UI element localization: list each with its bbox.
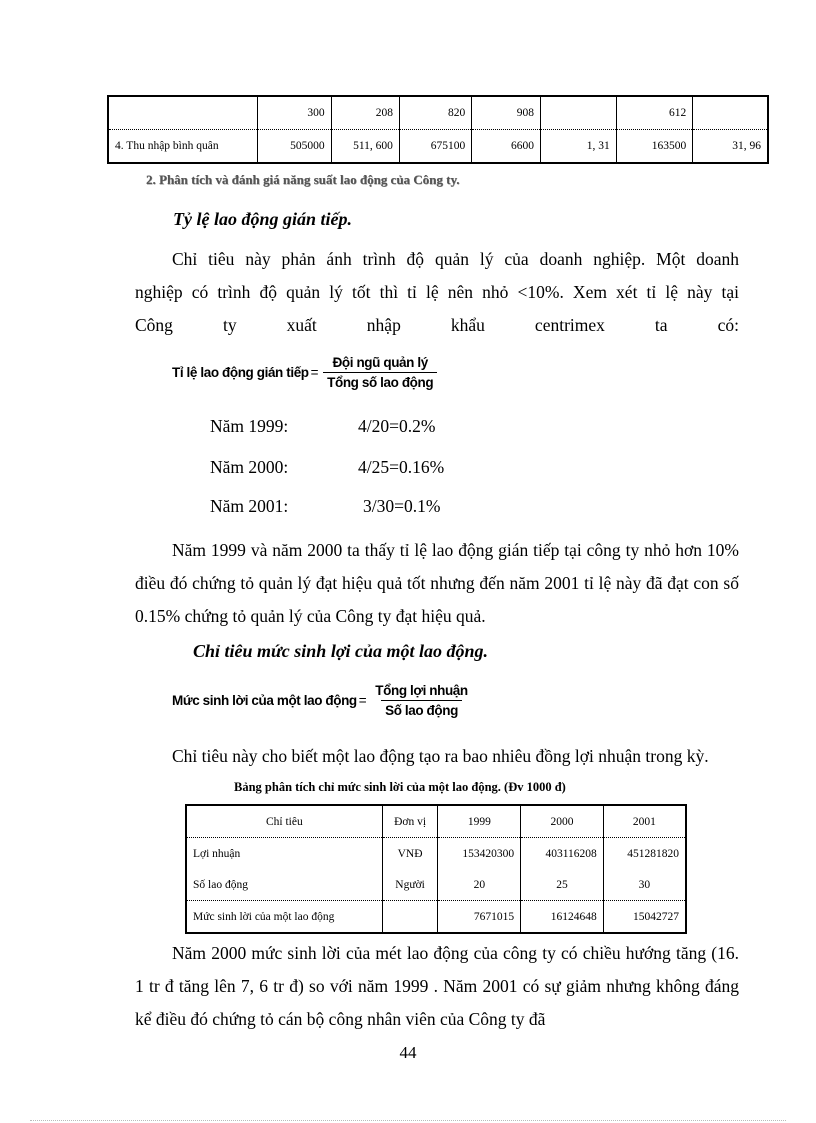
paragraph-profit-analysis: Năm 2000 mức sinh lời của mét lao động của công ty có chiều hướng tăng (16. 1 tr đ tăng lên 7, 6 tr đ) so với năm 1999 . Năm 2001 có sự giảm nhưng không đáng kể điều đó chứng tỏ cán bộ công nhân viên của Công ty đã [135, 943, 739, 1029]
table-header-row [186, 805, 686, 838]
word: centrimex [534, 315, 605, 335]
subheading-profit-per-worker: Chỉ tiêu mức sinh lợi của một lao động. [193, 641, 488, 661]
table-row [186, 838, 686, 870]
formula-indirect-labor-ratio [172, 355, 437, 390]
formula1-left: Tỉ lệ lao động gián tiếp [172, 365, 309, 380]
table-cell: 153420300 [438, 838, 521, 870]
table-cell: 6600 [472, 130, 541, 164]
formula-profit-per-worker [172, 683, 472, 718]
table-cell [108, 96, 257, 130]
table-row [108, 96, 768, 130]
table-cell: 4. Thu nhập bình quân [108, 130, 257, 164]
footer-divider [30, 1120, 786, 1121]
subheading-indirect-labor: Tỷ lệ lao động gián tiếp. [173, 209, 352, 229]
paragraph-indirect-labor [135, 243, 739, 342]
formula1-equals: = [310, 365, 319, 380]
formula2-left: Mức sinh lời của một lao động [172, 693, 357, 708]
table-cell: 163500 [616, 130, 692, 164]
table-cell: 675100 [399, 130, 471, 164]
income-table [107, 95, 769, 164]
formula1-fraction [323, 355, 437, 390]
table-cell: 31, 96 [693, 130, 768, 164]
page-number: 44 [399, 1043, 417, 1062]
year-label: Năm 2000: [210, 457, 289, 477]
year-row [210, 496, 441, 517]
word: Công [135, 315, 173, 335]
para1-line1: Chỉ tiêu này phản ánh trình độ quản lý của doanh nghiệp. Một doanh [172, 249, 739, 269]
table-cell: Lợi nhuận [193, 847, 241, 860]
formula2-numerator: Tổng lợi nhuận [375, 683, 468, 698]
column-header: Đơn vị [382, 805, 438, 838]
table-cell: 300 [257, 96, 331, 130]
table-cell: 16124648 [521, 901, 604, 934]
table-cell: Số lao động [193, 878, 248, 891]
table-cell: VNĐ [382, 838, 438, 870]
word: nhập [366, 315, 401, 335]
word: ty [222, 315, 237, 335]
year-label: Năm 1999: [210, 416, 289, 436]
profit-per-worker-table [185, 804, 687, 934]
year-row [210, 457, 445, 478]
table-row [108, 130, 768, 164]
year-row [210, 416, 436, 437]
table-cell [541, 96, 617, 130]
table-cell: 511, 600 [331, 130, 399, 164]
section-heading: 2. Phân tích và đánh giá năng suất lao động của Công ty. [146, 172, 460, 187]
table-cell: 208 [331, 96, 399, 130]
formula1-numerator: Đội ngũ quản lý [332, 355, 428, 370]
table-row [186, 901, 686, 934]
year-value: 4/25=0.16% [358, 457, 445, 477]
word: khẩu [450, 315, 485, 335]
table-cell: 612 [616, 96, 692, 130]
table-cell [693, 96, 768, 130]
column-header: Chỉ tiêu [186, 805, 382, 838]
table-cell: Người [382, 869, 438, 901]
word: ta [654, 315, 668, 335]
table-cell: 20 [438, 869, 521, 901]
table-cell: 1, 31 [541, 130, 617, 164]
formula2-equals: = [358, 693, 367, 708]
year-value: 3/30=0.1% [363, 496, 441, 516]
table-caption: Bảng phân tích chỉ mức sinh lời của một lao động. (Đv 1000 đ) [234, 780, 566, 794]
formula1-denominator: Tổng số lao động [323, 372, 437, 390]
table-cell: 30 [603, 869, 686, 901]
para1-line3 [135, 309, 739, 342]
table-row [186, 869, 686, 901]
table-cell: 820 [399, 96, 471, 130]
year-value: 4/20=0.2% [358, 416, 436, 436]
column-header: 2001 [603, 805, 686, 838]
paragraph-profit-indicator: Chỉ tiêu này cho biết một lao động tạo ra bao nhiêu đồng lợi nhuận trong kỳ. [172, 746, 709, 766]
table-cell: 908 [472, 96, 541, 130]
formula2-fraction [371, 683, 471, 718]
table-cell: 505000 [257, 130, 331, 164]
table-cell: 15042727 [603, 901, 686, 934]
table-cell: 451281820 [603, 838, 686, 870]
year-label: Năm 2001: [210, 496, 289, 516]
word: xuất [286, 315, 317, 335]
column-header: 1999 [438, 805, 521, 838]
formula2-denominator: Số lao động [381, 700, 462, 718]
table-cell: 7671015 [438, 901, 521, 934]
table-cell: 25 [521, 869, 604, 901]
table-cell [382, 901, 438, 934]
word: có: [717, 315, 739, 335]
table-cell: 403116208 [521, 838, 604, 870]
para1-line2: nghiệp có trình độ quản lý tốt thì tỉ lệ nên nhỏ <10%. Xem xét tỉ lệ này tại [135, 282, 739, 302]
paragraph-indirect-labor-analysis: Năm 1999 và năm 2000 ta thấy tỉ lệ lao động gián tiếp tại công ty nhỏ hơn 10% điều đó chứng tỏ quản lý đạt hiệu quả tốt nhưng đến năm 2001 tỉ lệ này đã đạt con số 0.15% chứng tỏ quản lý của Công ty đạt hiệu quả. [135, 540, 739, 626]
table-cell: Mức sinh lời của một lao động [186, 901, 382, 934]
column-header: 2000 [521, 805, 604, 838]
